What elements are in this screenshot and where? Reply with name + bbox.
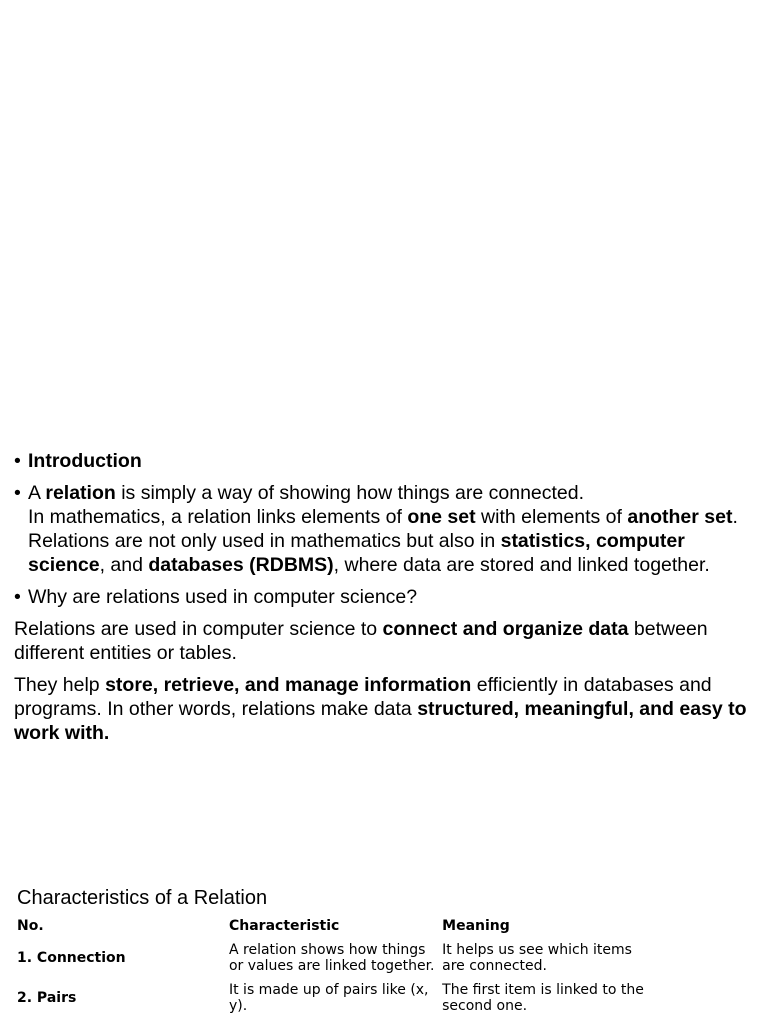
header-meaning: Meaning	[442, 918, 510, 934]
header-no: No.	[17, 918, 44, 934]
row-no: 2. Pairs	[17, 990, 77, 1006]
paragraph-help: They help store, retrieve, and manage information efficiently in databases and programs. In other words, relations make data structured, meaningful, and easy to work with.	[14, 674, 747, 744]
bullet-dot: •	[14, 586, 21, 608]
row-meaning: It helps us see which items are connected.	[442, 942, 632, 974]
header-characteristic: Characteristic	[228, 918, 340, 934]
paragraph-connect: Relations are used in computer science to connect and organize data between different entities or tables.	[14, 618, 708, 664]
row-meaning: The first item is linked to the second one.	[442, 982, 644, 1014]
why-question: Why are relations used in computer science?	[28, 586, 418, 608]
characteristics-table	[14, 916, 659, 1020]
relation-text: A relation is simply a way of showing how things are connected. In mathematics, a relation links elements of one set with elements of another set. Relations are not only used in mathematics but also in statistics, computer science, and databases (RDBMS), where data are stored and linked together.	[28, 482, 738, 576]
bullet-list	[14, 449, 754, 753]
row-no: 1. Connection	[17, 950, 126, 966]
row-characteristic: It is made up of pairs like (x, y).	[228, 982, 429, 1014]
table-row	[14, 940, 659, 980]
bullet-introduction	[14, 449, 754, 473]
bullet-why	[14, 585, 754, 609]
table-header-row	[14, 916, 659, 940]
introduction-heading: Introduction	[28, 450, 142, 472]
bullet-dot: •	[14, 450, 21, 472]
bullet-dot: •	[14, 482, 21, 504]
row-characteristic: A relation shows how things or values are linked together.	[228, 942, 435, 974]
table-title: Characteristics of a Relation	[17, 887, 268, 909]
table-row	[14, 980, 659, 1020]
bullet-relation	[14, 481, 754, 577]
